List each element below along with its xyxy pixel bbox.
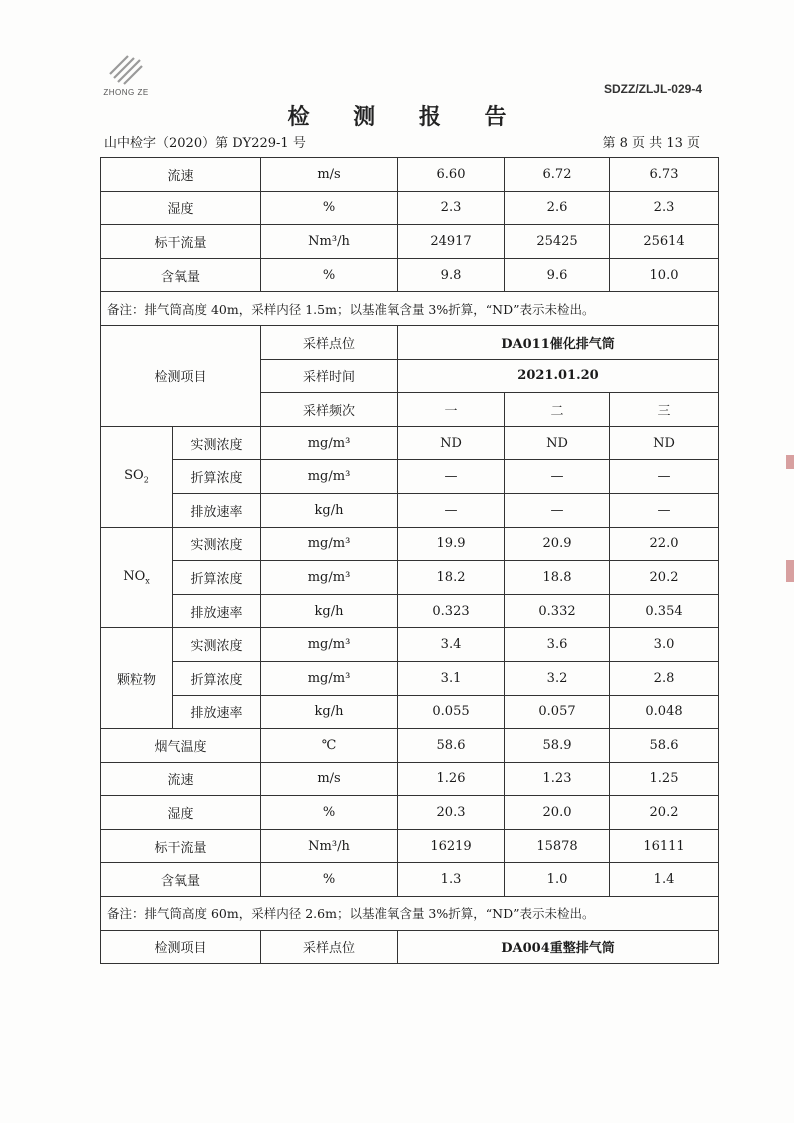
- unit-cell: mg/m³: [261, 426, 398, 460]
- table-row: [101, 628, 719, 662]
- value-cell: 1.4: [610, 863, 719, 897]
- value-cell: 25614: [610, 225, 719, 259]
- value-cell: 16219: [398, 829, 505, 863]
- results-table: [100, 157, 719, 964]
- table-row: [101, 594, 719, 628]
- point-value: DA004重整排气筒: [398, 930, 719, 964]
- unit-cell: m/s: [261, 762, 398, 796]
- param-label: 排放速率: [173, 493, 261, 527]
- value-cell: 1.0: [505, 863, 610, 897]
- value-cell: 2.3: [398, 191, 505, 225]
- value-cell: 6.60: [398, 158, 505, 192]
- param-label: 折算浓度: [173, 460, 261, 494]
- value-cell: 19.9: [398, 527, 505, 561]
- value-cell: 16111: [610, 829, 719, 863]
- item-label: 流速: [101, 762, 261, 796]
- value-cell: 25425: [505, 225, 610, 259]
- page-title: 检 测 报 告: [287, 104, 525, 130]
- table-row: [101, 258, 719, 292]
- value-cell: 20.2: [610, 561, 719, 595]
- value-cell: 0.057: [505, 695, 610, 729]
- param-label: 排放速率: [173, 594, 261, 628]
- logo-stripes-icon: [106, 52, 146, 88]
- unit-cell: mg/m³: [261, 661, 398, 695]
- unit-cell: Nm³/h: [261, 829, 398, 863]
- value-cell: 0.048: [610, 695, 719, 729]
- value-cell: 15878: [505, 829, 610, 863]
- item-label: 烟气温度: [101, 729, 261, 763]
- value-cell: 9.8: [398, 258, 505, 292]
- unit-cell: kg/h: [261, 594, 398, 628]
- value-cell: 22.0: [610, 527, 719, 561]
- value-cell: —: [398, 460, 505, 494]
- pollutant-subscript: x: [145, 576, 150, 586]
- freq-label: 采样频次: [261, 393, 398, 427]
- time-value: 2021.01.20: [398, 359, 719, 393]
- note-text: 备注：排气筒高度 40m，采样内径 1.5m；以基准氧含量 3%折算，“ND”表示未检出。: [101, 292, 719, 326]
- value-cell: —: [505, 460, 610, 494]
- freq-value: 三: [610, 393, 719, 427]
- value-cell: —: [610, 460, 719, 494]
- value-cell: 6.72: [505, 158, 610, 192]
- unit-cell: kg/h: [261, 695, 398, 729]
- table-row: [101, 493, 719, 527]
- param-label: 实测浓度: [173, 628, 261, 662]
- value-cell: 18.8: [505, 561, 610, 595]
- seal-edge-mark: [786, 560, 794, 582]
- param-label: 实测浓度: [173, 426, 261, 460]
- unit-cell: mg/m³: [261, 460, 398, 494]
- table-row: [101, 225, 719, 259]
- value-cell: —: [610, 493, 719, 527]
- value-cell: 0.055: [398, 695, 505, 729]
- value-cell: —: [398, 493, 505, 527]
- point-value: DA011催化排气筒: [398, 325, 719, 359]
- seal-edge-mark: [786, 455, 794, 469]
- value-cell: 2.8: [610, 661, 719, 695]
- unit-cell: mg/m³: [261, 527, 398, 561]
- value-cell: 0.332: [505, 594, 610, 628]
- pollutant-name: SO: [124, 468, 144, 484]
- item-header: 检测项目: [101, 930, 261, 964]
- value-cell: 20.2: [610, 796, 719, 830]
- value-cell: 3.4: [398, 628, 505, 662]
- item-label: 湿度: [101, 796, 261, 830]
- table-row: [101, 191, 719, 225]
- item-label: 湿度: [101, 191, 261, 225]
- unit-cell: %: [261, 796, 398, 830]
- unit-cell: %: [261, 863, 398, 897]
- value-cell: ND: [505, 426, 610, 460]
- unit-cell: kg/h: [261, 493, 398, 527]
- value-cell: 2.3: [610, 191, 719, 225]
- value-cell: 3.2: [505, 661, 610, 695]
- value-cell: 0.354: [610, 594, 719, 628]
- value-cell: 3.6: [505, 628, 610, 662]
- value-cell: 58.6: [398, 729, 505, 763]
- value-cell: 20.3: [398, 796, 505, 830]
- document-code: SDZZ/ZLJL-029-4: [603, 82, 702, 96]
- value-cell: 0.323: [398, 594, 505, 628]
- pollutant-label: [101, 628, 173, 729]
- value-cell: ND: [610, 426, 719, 460]
- unit-cell: m/s: [261, 158, 398, 192]
- note-row: [101, 897, 719, 931]
- pollutant-name: 颗粒物: [116, 672, 156, 688]
- table-row: [101, 762, 719, 796]
- table-row: [101, 661, 719, 695]
- value-cell: 6.73: [610, 158, 719, 192]
- value-cell: 2.6: [505, 191, 610, 225]
- pollutant-name: NO: [123, 569, 146, 585]
- unit-cell: %: [261, 258, 398, 292]
- table-row: [101, 695, 719, 729]
- value-cell: 9.6: [505, 258, 610, 292]
- item-label: 含氧量: [101, 258, 261, 292]
- table-row: [101, 796, 719, 830]
- value-cell: 24917: [398, 225, 505, 259]
- table-row: [101, 527, 719, 561]
- param-label: 实测浓度: [173, 527, 261, 561]
- item-header: 检测项目: [101, 325, 261, 426]
- param-label: 排放速率: [173, 695, 261, 729]
- value-cell: 20.0: [505, 796, 610, 830]
- value-cell: 1.25: [610, 762, 719, 796]
- note-text: 备注：排气筒高度 60m，采样内径 2.6m；以基准氧含量 3%折算，“ND”表示未检出。: [101, 897, 719, 931]
- unit-cell: ℃: [261, 729, 398, 763]
- value-cell: 1.3: [398, 863, 505, 897]
- table-row: [101, 158, 719, 192]
- pollutant-label: [101, 527, 173, 628]
- company-logo: [96, 52, 156, 102]
- value-cell: 58.6: [610, 729, 719, 763]
- item-label: 标干流量: [101, 225, 261, 259]
- header-row: [101, 325, 719, 359]
- page-number: 第 8 页 共 13 页: [602, 136, 700, 151]
- unit-cell: %: [261, 191, 398, 225]
- pollutant-subscript: 2: [143, 475, 149, 485]
- table-row: [101, 561, 719, 595]
- value-cell: 20.9: [505, 527, 610, 561]
- point-label: 采样点位: [261, 930, 398, 964]
- unit-cell: mg/m³: [261, 561, 398, 595]
- freq-value: 二: [505, 393, 610, 427]
- value-cell: 3.1: [398, 661, 505, 695]
- value-cell: ND: [398, 426, 505, 460]
- value-cell: 1.26: [398, 762, 505, 796]
- header-row: [101, 930, 719, 964]
- freq-value: 一: [398, 393, 505, 427]
- table-row: [101, 426, 719, 460]
- item-label: 流速: [101, 158, 261, 192]
- value-cell: 18.2: [398, 561, 505, 595]
- value-cell: —: [505, 493, 610, 527]
- unit-cell: mg/m³: [261, 628, 398, 662]
- report-number: 山中检字（2020）第 DY229-1 号: [104, 136, 306, 151]
- table-row: [101, 863, 719, 897]
- value-cell: 10.0: [610, 258, 719, 292]
- value-cell: 3.0: [610, 628, 719, 662]
- table-row: [101, 460, 719, 494]
- pollutant-label: [101, 426, 173, 527]
- point-label: 采样点位: [261, 325, 398, 359]
- param-label: 折算浓度: [173, 661, 261, 695]
- unit-cell: Nm³/h: [261, 225, 398, 259]
- value-cell: 1.23: [505, 762, 610, 796]
- table-row: [101, 829, 719, 863]
- note-row: [101, 292, 719, 326]
- value-cell: 58.9: [505, 729, 610, 763]
- param-label: 折算浓度: [173, 561, 261, 595]
- logo-text: ZHONG ZE: [103, 88, 149, 97]
- time-label: 采样时间: [261, 359, 398, 393]
- item-label: 标干流量: [101, 829, 261, 863]
- item-label: 含氧量: [101, 863, 261, 897]
- table-row: [101, 729, 719, 763]
